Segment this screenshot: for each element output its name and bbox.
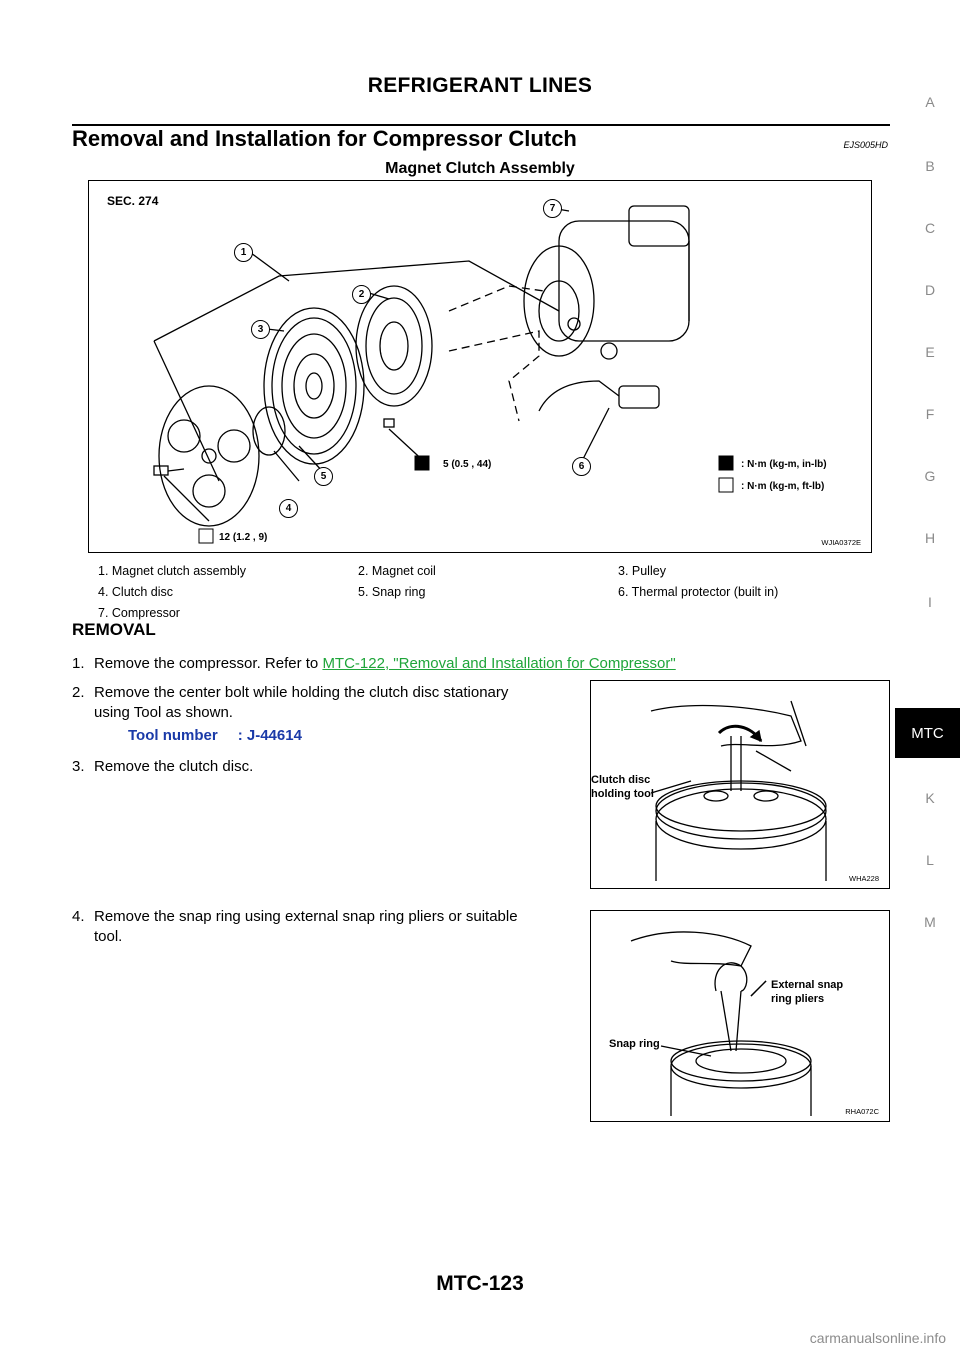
exploded-view-figure xyxy=(88,180,872,553)
step-text-continued: tool. xyxy=(94,928,123,945)
section-tab-l[interactable]: L xyxy=(926,852,934,868)
step-number: 1. xyxy=(72,655,85,672)
legend-item: 3. Pulley xyxy=(618,563,666,578)
callout-5: 5 xyxy=(314,467,333,486)
callout-7: 7 xyxy=(543,199,562,218)
figure-code: RHA072C xyxy=(845,1107,879,1116)
section-index-tabs xyxy=(900,0,960,1358)
section-code: EJS005HD xyxy=(843,140,888,150)
section-tab-h[interactable]: H xyxy=(924,530,936,546)
section-tab-f[interactable]: F xyxy=(925,406,935,422)
sec-label: SEC. 274 xyxy=(107,194,159,208)
snap-ring-pliers-drawing xyxy=(591,911,889,1121)
legend-item: 6. Thermal protector (built in) xyxy=(618,584,779,599)
step-number: 3. xyxy=(72,758,85,775)
torque-value-center: 5 (0.5 , 44) xyxy=(443,459,492,470)
sub-title: Magnet Clutch Assembly xyxy=(385,160,575,177)
section-tab-mtc-active[interactable]: MTC xyxy=(895,708,960,758)
step-text: Remove the clutch disc. xyxy=(94,758,254,775)
torque-value-bottom: 12 (1.2 , 9) xyxy=(219,532,268,543)
section-tab-e[interactable]: E xyxy=(925,344,935,360)
step-text-continued: using Tool as shown. xyxy=(94,704,233,721)
step-2 xyxy=(72,683,508,723)
section-tab-b[interactable]: B xyxy=(925,158,935,174)
snap-ring-label: Snap ring xyxy=(609,1038,660,1050)
tool-number-value: : J-44614 xyxy=(237,727,302,744)
page-header: REFRIGERANT LINES xyxy=(367,74,593,97)
figure-code: WJIA0372E xyxy=(821,538,861,547)
section-tab-k[interactable]: K xyxy=(925,790,935,806)
legend-row xyxy=(98,602,878,623)
tool-number-label: Tool number xyxy=(128,727,218,744)
unit-legend-ftlb: : N·m (kg-m, ft-lb) xyxy=(741,481,825,492)
legend-item: 4. Clutch disc xyxy=(98,584,174,599)
callout-6: 6 xyxy=(572,457,591,476)
section-tab-c[interactable]: C xyxy=(924,220,936,236)
pliers-label-line1: External snap xyxy=(771,979,844,991)
legend-row xyxy=(98,581,878,602)
figure-code: WHA228 xyxy=(848,874,879,883)
callout-1: 1 xyxy=(234,243,253,262)
callout-2: 2 xyxy=(352,285,371,304)
step-number: 4. xyxy=(72,908,85,925)
section-title: Removal and Installation for Compressor Clutch xyxy=(72,126,577,151)
tool-label-line1: Clutch disc xyxy=(591,774,651,786)
step-3 xyxy=(72,757,253,777)
page-number: MTC-123 xyxy=(436,1272,524,1295)
step-1 xyxy=(72,654,676,674)
exploded-view-drawing xyxy=(89,181,871,552)
pliers-label-line2: ring pliers xyxy=(771,993,825,1005)
snap-ring-pliers-figure xyxy=(590,910,890,1122)
legend-item: 1. Magnet clutch assembly xyxy=(98,563,246,578)
tool-label-line2: holding tool xyxy=(591,788,654,800)
step-text: Remove the snap ring using external snap ring pliers or suitable xyxy=(94,908,518,925)
parts-legend xyxy=(98,560,878,623)
legend-item: 5. Snap ring xyxy=(358,584,426,599)
section-tab-a[interactable]: A xyxy=(925,94,935,110)
clutch-disc-tool-figure xyxy=(590,680,890,889)
unit-legend-inlb: : N·m (kg-m, in-lb) xyxy=(741,459,827,470)
section-tab-g[interactable]: G xyxy=(924,468,936,484)
tool-number xyxy=(128,727,302,744)
reference-link[interactable]: MTC-122, "Removal and Installation for Compressor" xyxy=(322,655,676,672)
step-number: 2. xyxy=(72,684,85,701)
section-tab-i[interactable]: I xyxy=(928,594,932,610)
callout-3: 3 xyxy=(251,320,270,339)
legend-item: 7. Compressor xyxy=(98,605,180,620)
removal-heading: REMOVAL xyxy=(72,620,156,639)
step-text: Remove the compressor. Refer to xyxy=(94,655,323,672)
callout-4: 4 xyxy=(279,499,298,518)
section-tab-m[interactable]: M xyxy=(924,914,936,930)
step-text: Remove the center bolt while holding the clutch disc stationary xyxy=(94,684,509,701)
legend-row xyxy=(98,560,878,581)
watermark: carmanualsonline.info xyxy=(809,1330,946,1346)
section-tab-d[interactable]: D xyxy=(924,282,936,298)
legend-item: 2. Magnet coil xyxy=(358,563,436,578)
step-4 xyxy=(72,907,518,947)
